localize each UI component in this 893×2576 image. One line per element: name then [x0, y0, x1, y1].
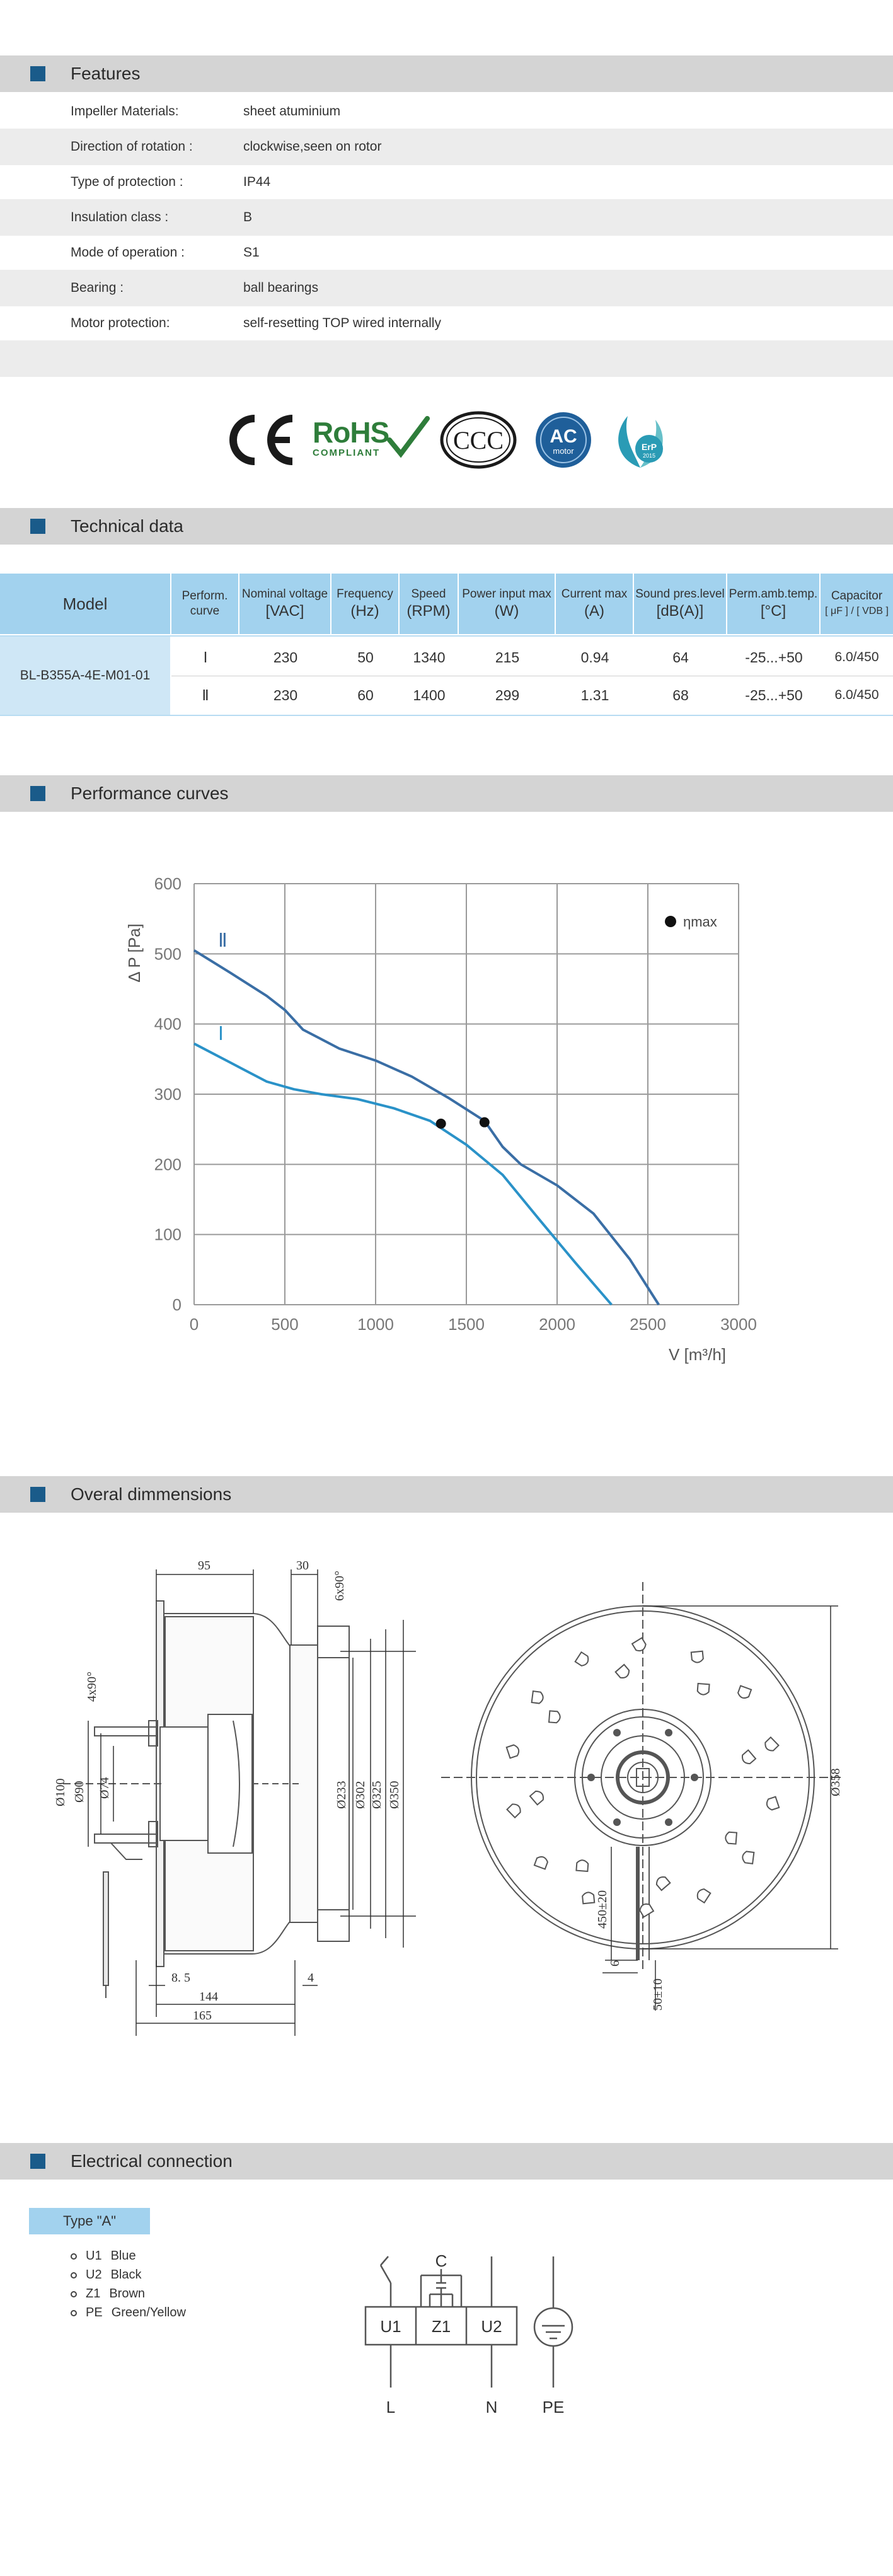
x-tick-label: 500 — [271, 1315, 299, 1334]
cell-speed: 1340 — [413, 649, 446, 666]
wire-item — [71, 2268, 150, 2282]
x-tick-label: 1500 — [448, 1315, 485, 1334]
terminal-u1: U1 — [380, 2317, 401, 2336]
blade-mark — [725, 1832, 737, 1844]
dim-30: 30 — [296, 1559, 309, 1573]
blade-mark — [576, 1860, 588, 1871]
y-tick-label: 100 — [154, 1225, 181, 1244]
blade-mark — [575, 1652, 591, 1667]
dim-144: 144 — [199, 1990, 218, 2004]
cell-capacitor: 6.0/450 — [834, 650, 879, 664]
dim-d358: Ø358 — [829, 1768, 843, 1796]
wire-code: Z1 — [86, 2287, 101, 2301]
dim-165: 165 — [193, 2009, 212, 2023]
blade-mark — [638, 1902, 654, 1917]
table-row — [171, 677, 893, 713]
technical-table-header — [0, 574, 893, 634]
dim-50: 50±10 — [651, 1978, 665, 2011]
mount-hole-mark — [665, 1729, 672, 1736]
cell-sound: 68 — [672, 686, 689, 703]
feature-value: self-resetting TOP wired internally — [243, 316, 441, 330]
ac-text: AC — [550, 426, 577, 447]
feature-value: B — [243, 210, 253, 224]
cell-sound: 64 — [672, 649, 689, 666]
performance-header — [0, 775, 893, 812]
y-tick-label: 300 — [154, 1085, 181, 1104]
x-tick-label: 2000 — [539, 1315, 575, 1334]
erp-logo-icon — [609, 408, 672, 471]
technical-header — [0, 508, 893, 545]
blade-mark — [532, 1691, 544, 1704]
cell-temp: -25...+50 — [745, 649, 803, 666]
electrical-title: Electrical connection — [71, 2151, 233, 2171]
wire-item — [71, 2249, 145, 2263]
dim-d325: Ø325 — [370, 1781, 384, 1809]
header-frequency: Frequency (Hz) — [331, 574, 400, 634]
cell-speed: 1400 — [413, 686, 446, 703]
technical-title: Technical data — [71, 516, 184, 536]
series-line-2 — [194, 950, 659, 1305]
cell-curve: Ⅱ — [202, 686, 209, 703]
dim-450: 450±20 — [596, 1890, 609, 1929]
section-square-icon — [30, 1487, 45, 1502]
capacitor-label: C — [435, 2251, 447, 2270]
bullet-icon — [71, 2272, 77, 2279]
wire-item — [71, 2306, 195, 2320]
blade-mark — [549, 1711, 560, 1723]
ce-mark-icon — [219, 410, 297, 470]
front-dimension-labels — [596, 1769, 843, 2011]
mount-hole-mark — [613, 1729, 621, 1736]
wire-code: PE — [86, 2306, 103, 2319]
dimension-drawings — [0, 1557, 893, 2048]
ccc-text: CCC — [452, 426, 504, 454]
feature-row — [0, 234, 893, 271]
header-voltage: Nominal voltage [VAC] — [239, 574, 331, 634]
bullet-icon — [71, 2291, 77, 2297]
chart-labels — [125, 914, 726, 1364]
blade-mark — [616, 1665, 631, 1680]
cell-power: 215 — [495, 649, 520, 666]
blade-mark — [737, 1686, 751, 1700]
feature-label: Motor protection: — [71, 316, 170, 330]
ac-sub-text: motor — [553, 446, 574, 456]
feature-row — [0, 305, 893, 342]
section-square-icon — [30, 66, 45, 81]
blade-mark — [507, 1744, 521, 1758]
bullet-icon — [71, 2253, 77, 2260]
lead-l: L — [386, 2398, 396, 2417]
y-tick-label: 0 — [172, 1295, 181, 1314]
checkmark-icon — [386, 416, 430, 460]
y-tick-label: 200 — [154, 1155, 181, 1174]
header-temp: Perm.amb.temp. [°C] — [727, 574, 821, 634]
blade-mark — [507, 1802, 522, 1818]
blade-mark — [691, 1651, 704, 1663]
legend-label: ηmax — [683, 914, 717, 930]
mount-hole-mark — [665, 1818, 672, 1826]
series-name-label: Ⅱ — [218, 930, 228, 951]
eta-max-point — [436, 1119, 446, 1129]
lead-n: N — [485, 2398, 498, 2417]
dim-4x90: 4x90° — [85, 1672, 99, 1702]
performance-chart — [0, 857, 893, 1387]
performance-title: Performance curves — [71, 783, 229, 803]
y-tick-label: 400 — [154, 1014, 181, 1034]
eta-max-point — [480, 1118, 490, 1128]
cell-frequency: 50 — [357, 649, 374, 666]
dimensions-header — [0, 1476, 893, 1513]
cell-voltage: 230 — [273, 686, 298, 703]
header-model: Model — [0, 574, 171, 634]
bullet-icon — [71, 2310, 77, 2316]
erp-text: ErP — [641, 442, 657, 452]
features-header — [0, 55, 893, 92]
blade-mark — [695, 1887, 710, 1902]
x-tick-label: 1000 — [357, 1315, 394, 1334]
chart-grid — [194, 884, 739, 1305]
dim-4: 4 — [308, 1971, 314, 1985]
feature-label: Direction of rotation : — [71, 139, 193, 154]
feature-label: Mode of operation : — [71, 245, 185, 260]
terminal-u2: U2 — [481, 2317, 502, 2336]
model-cell: BL-B355A-4E-M01-01 — [0, 637, 170, 715]
feature-value: IP44 — [243, 175, 271, 189]
feature-row — [0, 199, 893, 236]
cell-curve: Ⅰ — [203, 649, 208, 666]
y-tick-label: 600 — [154, 874, 181, 893]
ac-motor-logo-icon — [534, 411, 592, 469]
header-speed: Speed (RPM) — [400, 574, 459, 634]
header-capacitor: Capacitor [ μF ] / [ VDB ] — [825, 589, 889, 616]
features-footer-band — [0, 340, 893, 377]
rohs-logo — [313, 417, 432, 468]
feature-value: S1 — [243, 245, 260, 260]
feature-row — [0, 129, 893, 165]
legend-marker — [665, 916, 676, 927]
dim-95: 95 — [198, 1559, 210, 1573]
x-tick-label: 3000 — [720, 1315, 757, 1334]
section-square-icon — [30, 519, 45, 534]
table-row — [171, 639, 893, 676]
features-title: Features — [71, 64, 141, 83]
rohs-sub: COMPLIANT — [313, 448, 381, 458]
blade-mark — [763, 1737, 779, 1753]
header-power: Power input max (W) — [459, 574, 556, 634]
y-tick-label: 500 — [154, 944, 181, 964]
side-view-drawing — [63, 1601, 349, 1998]
header-current: Current max (A) — [556, 574, 634, 634]
dim-8-5: 8. 5 — [171, 1971, 190, 1985]
section-square-icon — [30, 2154, 45, 2169]
dim-d74: Ø74 — [98, 1777, 112, 1799]
blade-mark — [632, 1638, 647, 1653]
dim-d100: Ø100 — [54, 1778, 67, 1806]
feature-row — [0, 93, 893, 130]
feature-label: Bearing : — [71, 280, 124, 295]
wire-item — [71, 2287, 154, 2301]
y-axis-label: Δ P [Pa] — [125, 923, 144, 983]
blade-mark — [655, 1874, 671, 1890]
series-name-label: Ⅰ — [218, 1023, 224, 1044]
chart-ticks — [154, 874, 757, 1334]
cell-frequency: 60 — [357, 686, 374, 703]
cell-voltage: 230 — [273, 649, 298, 666]
section-square-icon — [30, 786, 45, 801]
x-axis-label: V [m³/h] — [668, 1345, 726, 1364]
feature-label: Insulation class : — [71, 210, 169, 224]
chart-series — [194, 950, 659, 1305]
wiring-diagram — [353, 2231, 592, 2420]
feature-value: sheet atuminium — [243, 104, 341, 118]
feature-label: Type of protection : — [71, 175, 183, 189]
dim-d233: Ø233 — [335, 1781, 349, 1809]
blade-mark — [534, 1855, 549, 1869]
feature-row — [0, 270, 893, 306]
header-curve: Perform. curve — [171, 574, 239, 634]
lead-pe: PE — [542, 2398, 565, 2417]
terminal-z1: Z1 — [431, 2317, 451, 2336]
dim-d302: Ø302 — [354, 1781, 367, 1809]
rohs-text: RoHS — [313, 416, 389, 449]
x-tick-label: 0 — [189, 1315, 199, 1334]
cell-capacitor: 6.0/450 — [834, 688, 879, 702]
feature-row — [0, 164, 893, 200]
blade-mark — [740, 1750, 756, 1766]
cell-current: 0.94 — [580, 649, 609, 666]
table-line — [0, 715, 893, 716]
wire-color: Black — [110, 2268, 142, 2282]
type-a-badge: Type "A" — [29, 2208, 150, 2234]
ccc-logo-icon — [439, 410, 518, 470]
feature-value: clockwise,seen on rotor — [243, 139, 382, 154]
wire-code: U1 — [86, 2249, 102, 2263]
dim-d90: Ø90 — [72, 1781, 86, 1803]
blade-mark — [697, 1684, 709, 1695]
cell-temp: -25...+50 — [745, 686, 803, 703]
blade-mark — [582, 1892, 595, 1904]
cell-current: 1.31 — [580, 686, 609, 703]
dimensions-title: Overal dimmensions — [71, 1484, 232, 1504]
dim-6x90: 6x90° — [333, 1571, 347, 1601]
header-sound: Sound pres.level [dB(A)] — [634, 574, 727, 634]
cell-power: 299 — [495, 686, 520, 703]
blade-mark — [742, 1851, 754, 1864]
wire-color: Brown — [109, 2287, 146, 2301]
dim-d350: Ø350 — [388, 1781, 401, 1809]
mount-hole-mark — [587, 1774, 595, 1781]
wire-color: Blue — [110, 2249, 136, 2263]
blade-mark — [765, 1797, 779, 1811]
dim-6-front: 6 — [608, 1960, 622, 1967]
mount-hole-mark — [691, 1774, 698, 1781]
mount-hole-mark — [613, 1818, 621, 1826]
feature-value: ball bearings — [243, 280, 319, 295]
electrical-header — [0, 2143, 893, 2180]
erp-year: 2015 — [642, 453, 656, 459]
blade-mark — [530, 1789, 546, 1805]
series-line-1 — [194, 1044, 611, 1305]
wire-code: U2 — [86, 2268, 102, 2282]
wire-color: Green/Yellow — [111, 2306, 186, 2319]
feature-label: Impeller Materials: — [71, 104, 179, 118]
x-tick-label: 2500 — [630, 1315, 666, 1334]
